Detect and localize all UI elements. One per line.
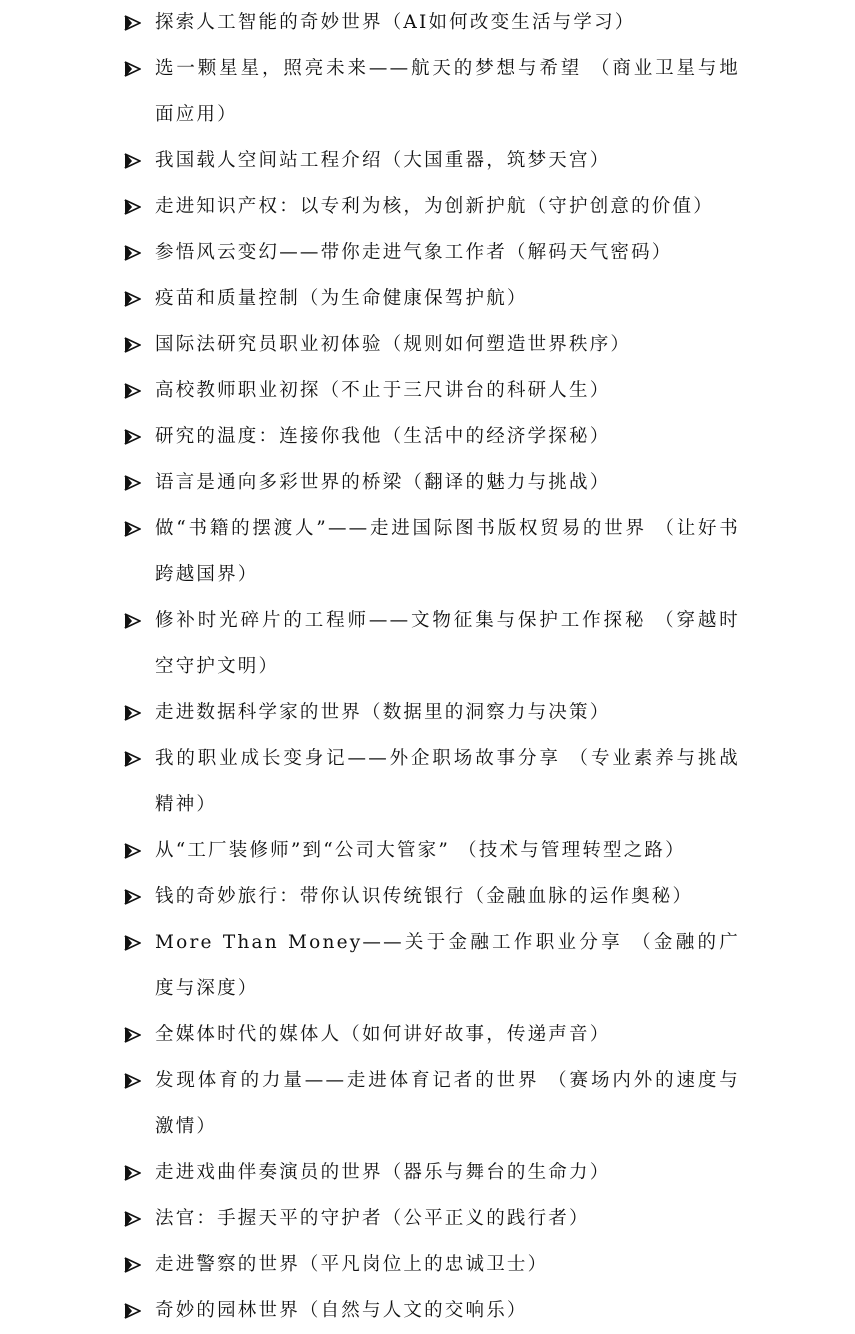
list-item	[120, 1288, 740, 1334]
list-item-text: 国际法研究员职业初体验（规则如何塑造世界秩序）	[155, 334, 632, 355]
topic-list	[120, 0, 740, 1334]
list-item-text: 发现体育的力量——走进体育记者的世界 （赛场内外的速度与激情）	[155, 1070, 740, 1137]
list-item-text: 我的职业成长变身记——外企职场故事分享 （专业素养与挑战精神）	[155, 748, 740, 815]
list-item	[120, 1058, 740, 1150]
arrowhead-bullet-icon	[123, 475, 141, 491]
list-item	[120, 322, 740, 368]
list-item-text: 从“工厂装修师”到“公司大管家” （技术与管理转型之路）	[155, 840, 686, 861]
arrowhead-bullet-icon	[123, 61, 141, 77]
list-item-text: 做“书籍的摆渡人”——走进国际图书版权贸易的世界 （让好书跨越国界）	[155, 518, 740, 585]
list-item	[120, 690, 740, 736]
list-item-text: More Than Money——关于金融工作职业分享 （金融的广度与深度）	[155, 932, 740, 999]
arrowhead-bullet-icon	[123, 705, 141, 721]
arrowhead-bullet-icon	[123, 1211, 141, 1227]
list-item	[120, 506, 740, 598]
arrowhead-bullet-icon	[123, 521, 141, 537]
list-item-text: 法官：手握天平的守护者（公平正义的践行者）	[155, 1208, 590, 1229]
list-item	[120, 184, 740, 230]
list-item-text: 修补时光碎片的工程师——文物征集与保护工作探秘 （穿越时空守护文明）	[155, 610, 740, 677]
list-item	[120, 1196, 740, 1242]
list-item	[120, 736, 740, 828]
list-item-text: 研究的温度：连接你我他（生活中的经济学探秘）	[155, 426, 611, 447]
arrowhead-bullet-icon	[123, 153, 141, 169]
list-item-text: 我国载人空间站工程介绍（大国重器，筑梦天宫）	[155, 150, 611, 171]
list-item	[120, 230, 740, 276]
list-item	[120, 828, 740, 874]
list-item-text: 疫苗和质量控制（为生命健康保驾护航）	[155, 288, 528, 309]
list-item	[120, 138, 740, 184]
arrowhead-bullet-icon	[123, 337, 141, 353]
arrowhead-bullet-icon	[123, 1303, 141, 1319]
arrowhead-bullet-icon	[123, 1257, 141, 1273]
arrowhead-bullet-icon	[123, 245, 141, 261]
list-item-text: 走进知识产权：以专利为核，为创新护航（守护创意的价值）	[155, 196, 714, 217]
list-item	[120, 460, 740, 506]
arrowhead-bullet-icon	[123, 1073, 141, 1089]
list-item-text: 高校教师职业初探（不止于三尺讲台的科研人生）	[155, 380, 611, 401]
list-item-text: 走进戏曲伴奏演员的世界（器乐与舞台的生命力）	[155, 1162, 611, 1183]
list-item-text: 钱的奇妙旅行：带你认识传统银行（金融血脉的运作奥秘）	[155, 886, 694, 907]
list-item	[120, 920, 740, 1012]
list-item-text: 走进数据科学家的世界（数据里的洞察力与决策）	[155, 702, 611, 723]
list-item-text: 参悟风云变幻——带你走进气象工作者（解码天气密码）	[155, 242, 673, 263]
arrowhead-bullet-icon	[123, 935, 141, 951]
list-item	[120, 1242, 740, 1288]
list-item	[120, 276, 740, 322]
arrowhead-bullet-icon	[123, 291, 141, 307]
arrowhead-bullet-icon	[123, 751, 141, 767]
list-item-text: 走进警察的世界（平凡岗位上的忠诚卫士）	[155, 1254, 549, 1275]
list-item-text: 选一颗星星，照亮未来——航天的梦想与希望 （商业卫星与地面应用）	[155, 58, 740, 125]
list-item-text: 语言是通向多彩世界的桥梁（翻译的魅力与挑战）	[155, 472, 611, 493]
list-item	[120, 0, 740, 46]
arrowhead-bullet-icon	[123, 15, 141, 31]
arrowhead-bullet-icon	[123, 1027, 141, 1043]
list-item	[120, 368, 740, 414]
arrowhead-bullet-icon	[123, 843, 141, 859]
list-item	[120, 1150, 740, 1196]
arrowhead-bullet-icon	[123, 613, 141, 629]
list-item	[120, 414, 740, 460]
arrowhead-bullet-icon	[123, 199, 141, 215]
list-item-text: 探索人工智能的奇妙世界（AI如何改变生活与学习）	[155, 12, 636, 33]
arrowhead-bullet-icon	[123, 889, 141, 905]
list-item-text: 全媒体时代的媒体人（如何讲好故事，传递声音）	[155, 1024, 611, 1045]
list-item	[120, 1012, 740, 1058]
arrowhead-bullet-icon	[123, 429, 141, 445]
list-item	[120, 598, 740, 690]
list-item-text: 奇妙的园林世界（自然与人文的交响乐）	[155, 1300, 528, 1321]
arrowhead-bullet-icon	[123, 1165, 141, 1181]
list-item	[120, 46, 740, 138]
arrowhead-bullet-icon	[123, 383, 141, 399]
list-item	[120, 874, 740, 920]
